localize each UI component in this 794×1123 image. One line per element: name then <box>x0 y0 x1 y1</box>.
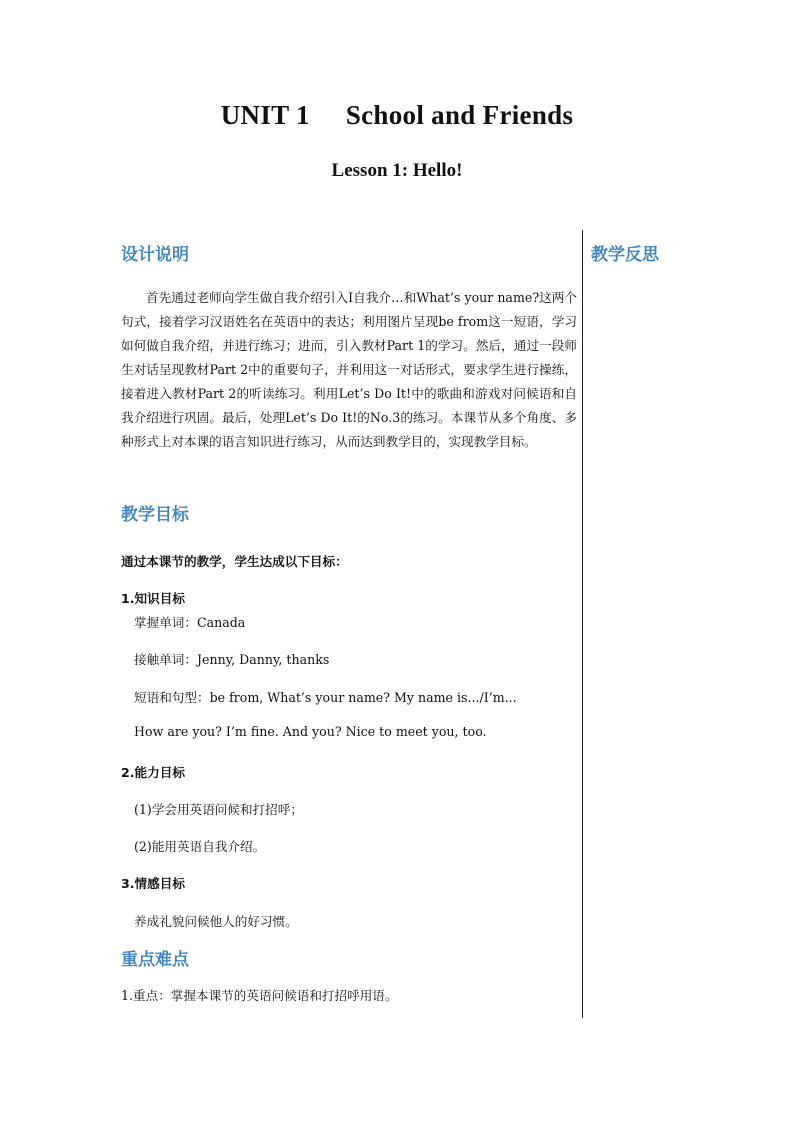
emotion-title: 3.情感目标 <box>121 876 185 891</box>
design-heading: 设计说明 <box>121 245 189 265</box>
master-words: 掌握单词：Canada <box>134 615 246 630</box>
design-text: 首先通过老师向学生做自我介绍引入I自我介…和What’s your name?这两个句式，接着学习汉语姓名在英语中的表达；利用图片呈现be from这一短语，学习如何做自我介绍，并进行练习；进而，引入教材Part 1的学习。然后，通过一段师生对话呈现教材Part 2中的重要句子，并利用这一对话形式，要求学生进行操练，接着进入教材Part 2的听读练习。利用Let’s Do It!中的歌曲和游戏对问候语和自我介绍进行巩固。最后，处理Let’s Do It!的No.3的练习。本课节从多个角度、多种形式上对本课的语言知识进行练习，从而达到教学目的，实现教学目标。 <box>121 290 577 449</box>
goals-intro: 通过本课节的教学，学生达成以下目标： <box>121 554 348 569</box>
contact-words: 接触单词：Jenny, Danny, thanks <box>134 652 330 667</box>
unit-title <box>0 100 794 131</box>
column-divider <box>582 230 583 1018</box>
goals-heading: 教学目标 <box>121 505 189 525</box>
phrases: 短语和句型：be from, What’s your name? My name is.../I’m... <box>134 690 517 705</box>
emotion-item-1: 养成礼貌问候他人的好习惯。 <box>134 914 298 929</box>
unit-name: School and Friends <box>345 100 574 130</box>
knowledge-title: 1.知识目标 <box>121 591 185 606</box>
reflection-heading: 教学反思 <box>591 245 659 265</box>
ability-title: 2.能力目标 <box>121 765 185 780</box>
key-point-1: 1.重点：掌握本课节的英语问候语和打招呼用语。 <box>121 988 398 1003</box>
ability-item-2: (2)能用英语自我介绍。 <box>134 839 266 854</box>
ability-item-1: (1)学会用英语问候和打招呼； <box>134 802 303 817</box>
phrases-continued: How are you? I’m fine. And you? Nice to meet you, too. <box>134 724 487 739</box>
lesson-title: Lesson 1: Hello! <box>331 160 463 181</box>
unit-number: UNIT 1 <box>220 100 310 130</box>
key-points-heading: 重点难点 <box>121 950 189 970</box>
